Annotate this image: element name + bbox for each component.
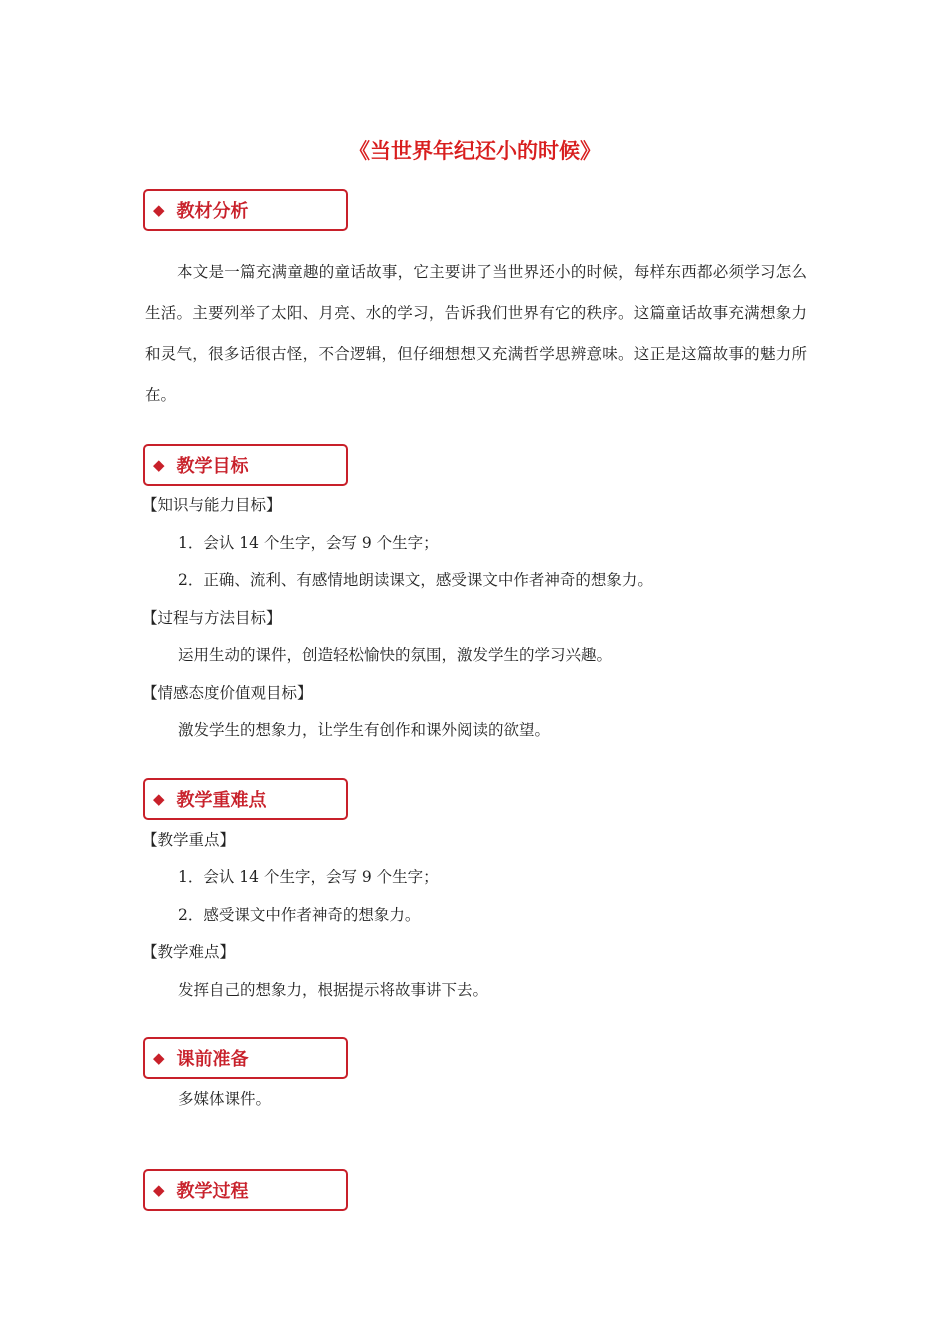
- diamond-icon: ◆: [153, 1049, 165, 1067]
- knowledge-goal-label: 【知识与能力目标】: [142, 496, 282, 514]
- emotion-goal-text: 激发学生的想象力，让学生有创作和课外阅读的欲望。: [178, 721, 551, 739]
- focus-item: 2．感受课文中作者神奇的想象力。: [178, 906, 421, 924]
- section-heading: 教学过程: [176, 1181, 249, 1202]
- section-header-goals: [143, 444, 348, 486]
- emotion-goal-label: 【情感态度价值观目标】: [142, 684, 313, 702]
- difficulty-label: 【教学难点】: [142, 943, 236, 961]
- section-header-analysis: [143, 189, 348, 231]
- diamond-icon: ◆: [153, 456, 165, 474]
- section-heading: 教学目标: [176, 456, 249, 477]
- section-header-process: [143, 1169, 348, 1211]
- analysis-paragraph: 本文是一篇充满童趣的童话故事，它主要讲了当世界还小的时候，每样东西都必须学习怎么生活。主要列举了太阳、月亮、水的学习，告诉我们世界有它的秩序。这篇童话故事充满想象力和灵气，很多话很古怪，不合逻辑，但仔细想想又充满哲学思辨意味。这正是这篇故事的魅力所在。: [145, 263, 807, 404]
- knowledge-goal-item: 2．正确、流利、有感情地朗读课文，感受课文中作者神奇的想象力。: [178, 571, 653, 589]
- section-heading: 课前准备: [176, 1049, 249, 1070]
- page-title: 《当世界年纪还小的时候》: [349, 139, 601, 163]
- section-heading: 教学重难点: [176, 790, 267, 811]
- section-header-keypoints: [143, 778, 348, 820]
- section-heading: 教材分析: [176, 201, 249, 222]
- difficulty-text: 发挥自己的想象力，根据提示将故事讲下去。: [178, 981, 489, 999]
- prep-text: 多媒体课件。: [178, 1090, 272, 1108]
- process-goal-text: 运用生动的课件，创造轻松愉快的氛围，激发学生的学习兴趣。: [178, 646, 613, 664]
- focus-item: 1．会认 14 个生字，会写 9 个生字；: [178, 868, 439, 886]
- section-header-prep: [143, 1037, 348, 1079]
- process-goal-label: 【过程与方法目标】: [142, 609, 282, 627]
- diamond-icon: ◆: [153, 201, 165, 219]
- diamond-icon: ◆: [153, 790, 165, 808]
- knowledge-goal-item: 1．会认 14 个生字，会写 9 个生字；: [178, 534, 439, 552]
- focus-label: 【教学重点】: [142, 831, 236, 849]
- diamond-icon: ◆: [153, 1181, 165, 1199]
